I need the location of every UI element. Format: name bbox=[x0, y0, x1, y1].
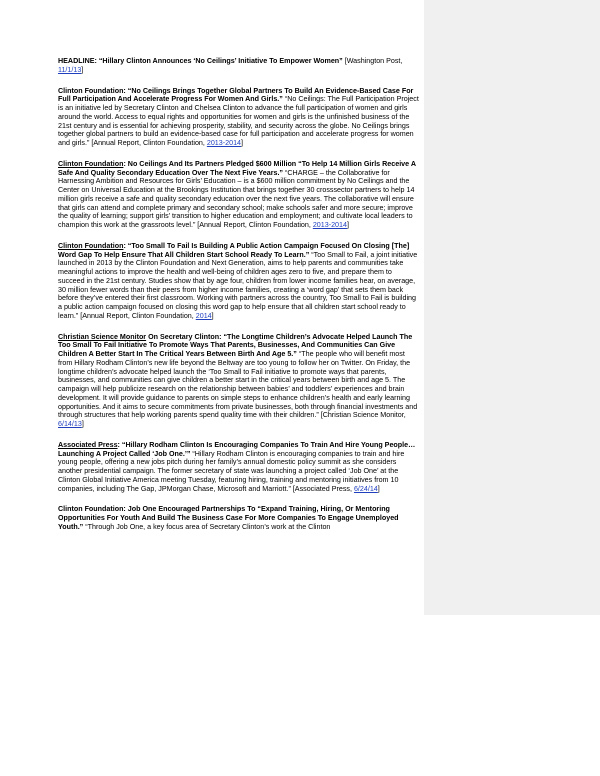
paragraph-headline: : No Ceilings And Its Partners Pledged $600 Million “To Help 14 Million Girls Receive A Safe And Quality Secondary Education Over The Next Five Years.” bbox=[58, 159, 416, 177]
paragraph-body: [Washington Post, bbox=[342, 57, 403, 65]
paragraph-body: “CHARGE – the Collaborative for Harnessing Ambition and Resources for Girls’ Education – is a $600 million commitment by No Ceilings and the Center on Universal Education at the Brookings Institution that brings together 30 crosssector partners to help 14 million girls receive a safe and quality secondary education over the next five years. The collaborative will ensure that girls can attend and complete primary and secondary school; make schools safer and more secure; improve the quality of learning; support girls’ transition to higher education and employment; and cultivate local leaders to champion this work at the grassroots level.” [Annual Report, Clinton Foundation, bbox=[58, 168, 415, 229]
citation-link[interactable]: 11/1/13 bbox=[58, 65, 82, 74]
source-name: Associated Press bbox=[58, 440, 118, 449]
source-name: Clinton Foundation bbox=[58, 241, 124, 250]
paragraph-headline: Clinton Foundation: “No Ceilings Brings Together Global Partners To Build An Evidence-Based Case For Full Participation And Accelerate Progress For Women And Girls.” bbox=[58, 86, 414, 104]
paragraph-headline: Clinton Foundation: Job One Encouraged Partnerships To “Expand Training, Hiring, Or Mentoring Opportunities For Youth And Build The Business Case For More Companies To Engage Unemployed Youth.” bbox=[58, 505, 399, 531]
paragraph-body: “Through Job One, a key focus area of Secretary Clinton’s work at the Clinton bbox=[83, 522, 331, 531]
citation-link[interactable]: 6/24/14 bbox=[353, 484, 378, 493]
paragraph-csm bbox=[58, 333, 419, 429]
paragraph-associated-press bbox=[58, 441, 419, 494]
source-name: Clinton Foundation bbox=[58, 159, 124, 168]
comment-margin-pane bbox=[424, 0, 600, 615]
paragraph-end: ] bbox=[211, 311, 214, 320]
paragraph-no-ceilings bbox=[58, 87, 419, 148]
paragraph-body: “No Ceilings: The Full Participation Project is an initiative led by Secretary Clinton and Chelsea Clinton to advance the full participation of women and girls around the world. Access to equal rights and opportunities for women and girls is the unfinished business of the 21st century and is essential for achieving prosperity, stability, and security across the globe. No Ceilings brings together global partners to build an evidence-based case for full participation and accelerate progress for women and girls.” [Annual Report, Clinton Foundation, bbox=[58, 95, 419, 147]
paragraph-end: ] bbox=[377, 484, 380, 493]
paragraph-end: ] bbox=[346, 221, 349, 229]
citation-link[interactable]: 6/14/13 bbox=[58, 420, 82, 428]
source-name: Christian Science Monitor bbox=[58, 332, 147, 341]
paragraph-headline-announcement bbox=[58, 57, 419, 75]
paragraph-headline: HEADLINE: “Hillary Clinton Announces ‘No Ceilings’ Initiative To Empower Women” bbox=[58, 57, 343, 65]
paragraph-charge-pledge bbox=[58, 160, 419, 230]
paragraph-end: ] bbox=[81, 420, 84, 428]
paragraph-job-one bbox=[58, 505, 419, 531]
citation-link[interactable]: 2013-2014 bbox=[312, 221, 347, 229]
paragraph-headline: : “Too Small To Fail Is Building A Public Action Campaign Focused On Closing [The] Word Gap To Help Ensure That All Children Start School Ready To Learn.” bbox=[58, 241, 410, 259]
paragraph-headline: : “Hillary Rodham Clinton Is Encouraging Companies To Train And Hire Young People…Launching A Project Called ‘Job One.’” bbox=[58, 440, 416, 458]
paragraph-body: “The people who will benefit most from Hillary Rodham Clinton’s new life beyond the Beltway are too young to follow her on Twitter. On Friday, the longtime children’s advocate helped launch the ‘Too Small to Fail initiative to promote ways that parents, businesses, and communities can give children a better start in the critical years between birth and age 5. The campaign will help publicize research on the relationship between babies’ and toddlers’ experiences and brain development. It will provide guidance to parents on simple steps to enhance children’s health and early learning opportunities. And it aims to secure commitments from private businesses, both through financial investments and through structures that help working parents spend quality time with their children.” [Christian Science Monitor, bbox=[58, 350, 418, 420]
document-body bbox=[58, 57, 419, 544]
paragraph-too-small-to-fail bbox=[58, 242, 419, 321]
citation-link[interactable]: 2013-2014 bbox=[206, 139, 242, 147]
paragraph-body: “Too Small to Fail, a joint initiative launched in 2013 by the Clinton Foundation and Next Generation, aims to help parents and communities take meaningful actions to improve the health and well-being of children ages zero to five, and prepare them to succeed in the 21st century. Studies show that by age four, children from lower income families hear, on average, 30 million fewer words than their peers from higher income families, creating a ‘word gap’ that sets them back before they’ve entered their first classroom. Working with partners across the country, Too Small to Fail is building a public action campaign focused on closing this word gap to help ensure that all children start school ready to learn.” [Annual Report, Clinton Foundation, bbox=[58, 250, 418, 320]
paragraph-headline: On Secretary Clinton: “The Longtime Children’s Advocate Helped Launch The Too Small To Fail Initiative To Promote Ways That Parents, Businesses, And Communities Can Give Children A Better Start In The Critical Years Between Birth And Age 5.” bbox=[58, 332, 413, 358]
paragraph-end: ] bbox=[241, 139, 243, 147]
citation-link[interactable]: 2014 bbox=[195, 311, 212, 320]
paragraph-body: “Hillary Rodham Clinton is encouraging companies to train and hire young people, offering a new jobs pitch during her family’s annual domestic policy summit as she considers another presidential campaign. The former secretary of state was launching a project called ‘Job One’ at the Clinton Global Initiative America meeting Tuesday, featuring hiring, training and mentoring initiatives from 10 companies, including The Gap, JPMorgan Chase, Microsoft and Marriott.” [Associated Press, bbox=[58, 449, 405, 493]
paragraph-end: ] bbox=[81, 65, 84, 74]
